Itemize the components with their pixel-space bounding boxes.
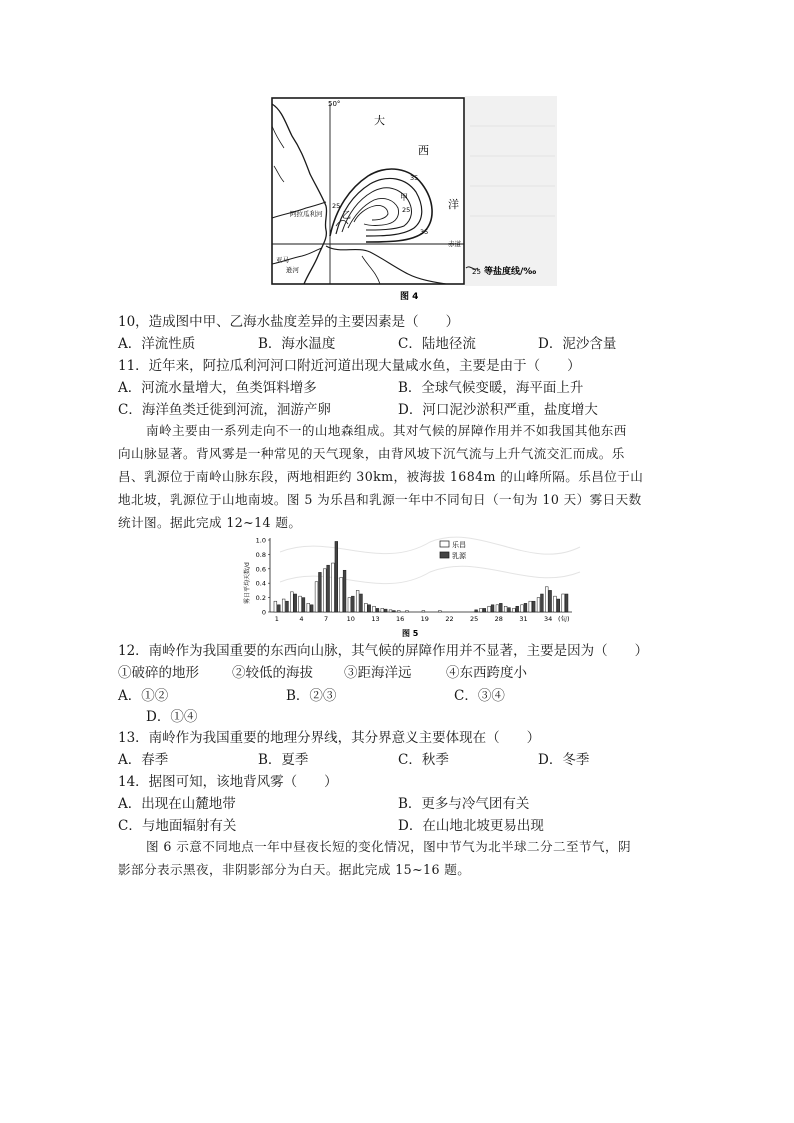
legend-swatch-ruyuan (440, 552, 449, 558)
bar-lechang-31 (521, 605, 524, 612)
q13-option-a[interactable]: A．春季 (118, 752, 169, 768)
bar-ruyuan-4 (302, 598, 305, 612)
bar-ruyuan-12 (368, 605, 371, 612)
bar-lechang-35 (554, 596, 557, 612)
bar-ruyuan-26 (483, 608, 486, 612)
bar-ruyuan-14 (384, 609, 387, 612)
bar-lechang-32 (529, 601, 532, 612)
bar-ruyuan-35 (557, 599, 560, 612)
question-14-stem: 14．据图可知，该地背风雾（ ） (118, 774, 338, 790)
q11-option-d[interactable]: D．河口泥沙淤积严重，盐度增大 (398, 402, 598, 418)
amazon-label-a: 亚马 (276, 256, 289, 264)
bar-ruyuan-31 (524, 603, 527, 612)
atlantic-yang-label: 洋 (448, 198, 459, 211)
chart-ylabel: 雾日平均天数/d (244, 562, 251, 604)
x-tick-label: 25 (469, 615, 479, 623)
lat-50-label: 50° (328, 100, 341, 108)
legend-text: 等盐度线/‰ (484, 267, 537, 277)
bar-ruyuan-13 (376, 608, 379, 612)
q11-option-c[interactable]: C．海洋鱼类迁徙到河流，洄游产卵 (118, 402, 331, 418)
legend-value: 25 (472, 268, 481, 276)
bar-lechang-12 (364, 603, 367, 612)
amazon-label-b: 逊河 (286, 266, 299, 274)
q12-item-4: ④东西跨度小 (446, 665, 527, 681)
q12-option-a[interactable]: A．①② (118, 688, 169, 704)
bar-lechang-10 (348, 598, 351, 612)
q14-option-b[interactable]: B．更多与冷气团有关 (398, 796, 530, 812)
q10-option-b[interactable]: B．海水温度 (258, 336, 336, 352)
q14-option-c[interactable]: C．与地面辐射有关 (118, 818, 237, 834)
q12-option-d[interactable]: D．①④ (146, 709, 198, 725)
legend-swatch-lechang (440, 541, 449, 547)
q11-option-a[interactable]: A．河流水量增大，鱼类饵料增多 (118, 380, 317, 396)
q12-option-b[interactable]: B．②③ (286, 688, 337, 704)
q10-option-c[interactable]: C．陆地径流 (398, 336, 476, 352)
q10-option-d[interactable]: D．泥沙含量 (538, 336, 617, 352)
legend-ruyuan: 乳源 (452, 552, 466, 560)
bar-ruyuan-9 (343, 570, 346, 612)
bar-ruyuan-30 (516, 606, 519, 612)
atlantic-xi-label: 西 (418, 144, 429, 157)
y-tick-label: 1.0 (255, 536, 266, 545)
bar-ruyuan-7 (327, 565, 330, 612)
y-tick-label: 0.2 (255, 594, 266, 603)
q13-option-c[interactable]: C．秋季 (398, 752, 449, 768)
y-tick-label: 0.8 (255, 550, 266, 559)
question-13-stem: 13．南岭作为我国重要的地理分界线，其分界意义主要体现在（ ） (118, 730, 541, 746)
isohaline-35-label-b: 35 (420, 228, 429, 236)
q12-item-2: ②较低的海拔 (232, 665, 313, 681)
bar-ruyuan-11 (360, 594, 363, 612)
figure-4-caption: 图 4 (400, 292, 419, 302)
x-tick-label: 1 (274, 615, 279, 623)
x-tick-label: 16 (395, 615, 405, 623)
equator-label: 赤道 (448, 240, 461, 248)
bar-lechang-34 (545, 587, 548, 612)
bar-ruyuan-1 (277, 605, 280, 612)
bar-ruyuan-8 (335, 541, 338, 612)
x-tick-label: 34 (543, 615, 553, 623)
bar-lechang-1 (274, 601, 277, 612)
x-tick-label: 31 (519, 615, 528, 623)
bar-lechang-8 (332, 563, 335, 612)
salinity-map (270, 96, 560, 306)
passage-1-line: 地北坡，乳源位于山地南坡。图 5 为乐昌和乳源一年中不同旬日（一旬为 10 天）雾日天数 (118, 492, 642, 507)
passage-2-line: 影部分表示黑夜，非阴影部分为白天。据此完成 15~16 题。 (118, 862, 471, 877)
x-tick-label: 7 (324, 615, 329, 623)
x-tick-label: 22 (445, 615, 454, 623)
bar-lechang-28 (496, 605, 499, 612)
passage-1-line: 南岭主要由一系列走向不一的山地森组成。其对气候的屏障作用并不如我国其他东西 (146, 423, 627, 438)
bar-lechang-29 (504, 606, 507, 612)
x-tick-label: 13 (371, 615, 380, 623)
bar-lechang-33 (537, 598, 540, 612)
bar-lechang-17 (406, 611, 409, 612)
passage-2-line: 图 6 示意不同地点一年中昼夜长短的变化情况，图中节气为北半球二分二至节气，阴 (146, 839, 631, 854)
question-11-stem: 11．近年来，阿拉瓜利河河口附近河道出现大量咸水鱼，主要是由于（ ） (118, 358, 581, 374)
bar-lechang-6 (315, 582, 318, 612)
bar-lechang-11 (356, 590, 359, 612)
x-axis-label: (旬) (558, 615, 570, 623)
bar-lechang-36 (562, 594, 565, 612)
jia-label: 甲 (400, 193, 408, 202)
question-10-stem: 10，造成图中甲、乙海水盐度差异的主要因素是（ ） (118, 314, 460, 330)
bar-ruyuan-25 (475, 610, 478, 612)
passage-1-line: 向山脉显著。背风雾是一种常见的天气现象，由背风坡下沉气流与上升气流交汇而成。乐 (118, 446, 625, 461)
x-tick-label: 19 (420, 615, 429, 623)
bar-lechang-5 (307, 603, 310, 612)
passage-1-line: 昌、乳源位于南岭山脉东段，两地相距约 30km，被海拔 1684m 的山峰所隔。乐昌位于山 (118, 469, 644, 484)
bar-lechang-21 (438, 611, 441, 612)
bar-lechang-27 (488, 606, 491, 612)
y-tick-label: 0.4 (255, 579, 266, 588)
q12-option-c[interactable]: C．③④ (454, 688, 505, 704)
q14-option-d[interactable]: D．在山地北坡更易出现 (398, 818, 544, 834)
bar-ruyuan-34 (549, 590, 552, 612)
bar-lechang-2 (282, 599, 285, 612)
bar-ruyuan-6 (319, 572, 322, 612)
river-label: 阿拉瓜利河 (290, 210, 323, 218)
x-tick-label: 10 (346, 615, 355, 623)
bar-lechang-13 (373, 606, 376, 612)
bar-ruyuan-10 (351, 596, 354, 612)
figure-5-caption: 图 5 (402, 629, 419, 638)
q13-option-b[interactable]: B．夏季 (258, 752, 309, 768)
bar-lechang-30 (512, 608, 515, 612)
bar-ruyuan-33 (541, 594, 544, 612)
isohaline-35-label-a: 35 (410, 174, 419, 182)
bar-ruyuan-28 (499, 603, 502, 612)
y-tick-label: 0 (261, 608, 266, 617)
q10-option-a[interactable]: A．洋流性质 (118, 336, 196, 352)
bar-ruyuan-32 (532, 601, 535, 612)
x-tick-label: 28 (494, 615, 503, 623)
figure-5 (240, 532, 590, 640)
q11-option-b[interactable]: B．全球气候变暖，海平面上升 (398, 380, 584, 396)
bar-ruyuan-36 (565, 594, 568, 612)
passage-1-line: 统计图。据此完成 12~14 题。 (118, 515, 302, 530)
q13-option-d[interactable]: D．冬季 (538, 752, 590, 768)
q12-item-1: ①破碎的地形 (118, 665, 199, 681)
atlantic-da-label: 大 (374, 114, 385, 127)
bar-ruyuan-2 (286, 601, 289, 612)
question-12-stem: 12．南岭作为我国重要的东西向山脉，其气候的屏障作用并不显著，主要是因为（ ） (118, 643, 649, 659)
yi-label: 乙 (342, 211, 352, 221)
bar-lechang-3 (290, 592, 293, 612)
bar-lechang-15 (389, 610, 392, 612)
bar-lechang-4 (299, 596, 302, 612)
figure-4 (270, 96, 560, 306)
x-tick-label: 4 (299, 615, 304, 623)
bar-ruyuan-29 (508, 608, 511, 612)
bar-ruyuan-3 (294, 594, 297, 612)
y-tick-label: 0.6 (255, 565, 266, 574)
legend-lechang: 乐昌 (452, 541, 466, 549)
bar-ruyuan-15 (393, 611, 396, 612)
bar-lechang-7 (323, 569, 326, 612)
q14-option-a[interactable]: A．出现在山麓地带 (118, 796, 236, 812)
bar-lechang-14 (381, 608, 384, 612)
bar-lechang-9 (340, 577, 343, 612)
fog-days-chart (240, 532, 590, 640)
q12-item-3: ③距海洋远 (344, 665, 412, 681)
isohaline-25-label-a: 25 (402, 206, 411, 214)
bar-lechang-19 (422, 611, 425, 612)
isohaline-25-label-b: 25 (332, 202, 341, 210)
bar-ruyuan-5 (310, 605, 313, 612)
bar-ruyuan-27 (491, 605, 494, 612)
bar-lechang-26 (480, 608, 483, 612)
bar-lechang-16 (397, 611, 400, 612)
